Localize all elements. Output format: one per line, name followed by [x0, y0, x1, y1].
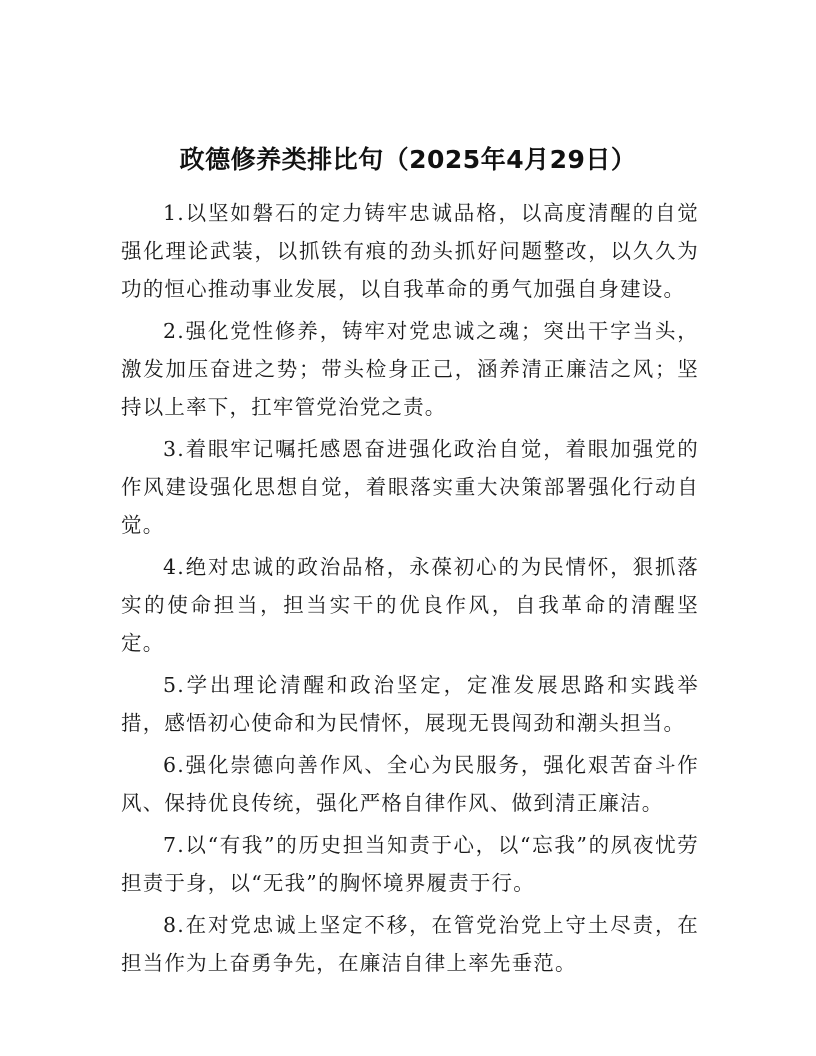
paragraph-8: 8.在对党忠诚上坚定不移，在管党治党上守土尽责，在担当作为上奋勇争先，在廉洁自律上率先垂范。: [121, 913, 699, 975]
document-body: [121, 194, 699, 986]
paragraph-2: 2.强化党性修养，铸牢对党忠诚之魂；突出干字当头，激发加压奋进之势；带头检身正己，涵养清正廉洁之风；坚持以上率下，扛牢管党治党之责。: [121, 319, 699, 419]
paragraph-1: 1.以坚如磐石的定力铸牢忠诚品格，以高度清醒的自觉强化理论武装，以抓铁有痕的劲头抓好问题整改，以久久为功的恒心推动事业发展，以自我革命的勇气加强自身建设。: [121, 201, 699, 301]
page-title: 政德修养类排比句（2025年4月29日）: [179, 145, 637, 174]
paragraph-4: 4.绝对忠诚的政治品格，永葆初心的为民情怀，狠抓落实的使命担当，担当实干的优良作风，自我革命的清醒坚定。: [121, 555, 699, 655]
paragraph-6: 6.强化崇德向善作风、全心为民服务，强化艰苦奋斗作风、保持优良传统，强化严格自律作风、做到清正廉洁。: [121, 753, 699, 815]
paragraph-3: 3.着眼牢记嘱托感恩奋进强化政治自觉，着眼加强党的作风建设强化思想自觉，着眼落实重大决策部署强化行动自觉。: [121, 437, 699, 537]
paragraph-5: 5.学出理论清醒和政治坚定，定准发展思路和实践举措，感悟初心使命和为民情怀，展现无畏闯劲和潮头担当。: [121, 673, 699, 735]
paragraph-7: 7.以“有我”的历史担当知责于心，以“忘我”的夙夜忧劳担责于身，以“无我”的胸怀境界履责于行。: [121, 833, 699, 895]
